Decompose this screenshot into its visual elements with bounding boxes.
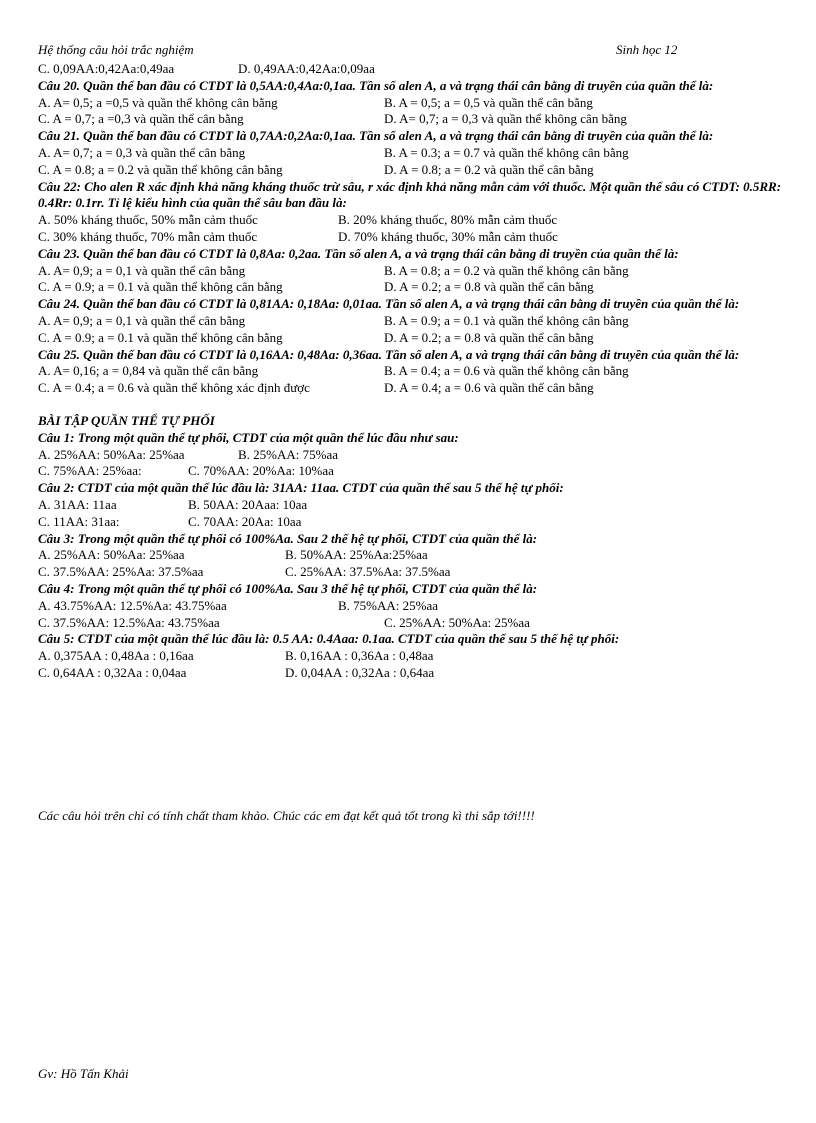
s5-option-c: C. 0,64AA : 0,32Aa : 0,04aa [38, 664, 187, 680]
q22-option-b: B. 20% kháng thuốc, 80% mẫn cảm thuốc [338, 212, 558, 228]
s3-row-ab [38, 547, 783, 564]
s1-row-ab [38, 447, 783, 464]
q20-option-d: D. A= 0,7; a = 0,3 và quần thể không cân bằng [384, 111, 627, 127]
q25-option-b: B. A = 0.4; a = 0.6 và quần thể không cân bằng [384, 363, 629, 379]
option-d: D. 0,49AA:0,42Aa:0,09aa [238, 61, 375, 76]
q22-row-cd [38, 229, 783, 246]
prev-question-options [38, 61, 783, 78]
selfing-question-4: Câu 4: Trong một quần thể tự phối có 100%Aa. Sau 3 thế hệ tự phối, CTDT của quần thể là: [38, 580, 538, 596]
q21-row-cd [38, 162, 783, 179]
q21-option-b: B. A = 0.3; a = 0.7 và quần thể không cân bằng [384, 144, 629, 160]
s1-option-d: C. 70%AA: 20%Aa: 10%aa [188, 463, 334, 479]
question-22: Câu 22: Cho alen R xác định khả năng kháng thuốc trừ sâu, r xác định khả năng mẫn cảm với thuốc. Một quần thể sâu có CTDT: 0.5RR: 0.4Rr: 0.1rr. Tỉ lệ kiểu hình của quần thể sâu ban đầu là: [38, 178, 782, 211]
q25-option-a: A. A= 0,16; a = 0,84 và quần thể cân bằng [38, 363, 259, 379]
s4-option-b: B. 75%AA: 25%aa [338, 597, 439, 613]
header-left: Hệ thống câu hỏi trắc nghiệm [38, 42, 194, 57]
q21-option-a: A. A= 0,7; a = 0,3 và quần thể cân bằng [38, 144, 246, 160]
q22-option-d: D. 70% kháng thuốc, 30% mẫn cảm thuốc [338, 228, 558, 244]
closing-note: Các câu hỏi trên chỉ có tính chất tham khảo. Chúc các em đạt kết quả tốt trong kì thi sắp tới!!!! [38, 808, 535, 823]
q23-option-c: C. A = 0.9; a = 0.1 và quần thể không cân bằng [38, 279, 283, 295]
q21-row-ab [38, 145, 783, 162]
s5-option-b: B. 0,16AA : 0,36Aa : 0,48aa [285, 648, 434, 664]
s5-option-d: D. 0,04AA : 0,32Aa : 0,64aa [285, 664, 435, 680]
s1-option-c: C. 75%AA: 25%aa: [38, 463, 142, 479]
q23-row-ab [38, 263, 783, 280]
document-body [38, 61, 783, 682]
s5-option-a: A. 0,375AA : 0,48Aa : 0,16aa [38, 648, 194, 664]
s4-option-d: C. 25%AA: 50%Aa: 25%aa [384, 614, 530, 630]
s2-row-ab [38, 497, 783, 514]
q22-option-c: C. 30% kháng thuốc, 70% mẫn cảm thuốc [38, 228, 258, 244]
q21-option-c: C. A = 0.8; a = 0.2 và quần thể không cân bằng [38, 161, 283, 177]
s2-option-a: A. 31AA: 11aa [38, 496, 117, 512]
q20-option-a: A. A= 0,5; a =0,5 và quần thể không cân bằng [38, 94, 278, 110]
q23-option-a: A. A= 0,9; a = 0,1 và quần thể cân bằng [38, 262, 246, 278]
q24-option-b: B. A = 0.9; a = 0.1 và quần thể không cân bằng [384, 312, 629, 328]
q20-row-cd [38, 111, 783, 128]
q20-row-ab [38, 95, 783, 112]
s2-row-cd [38, 514, 783, 531]
q24-option-d: D. A = 0.2; a = 0.8 và quần thể cân bằng [384, 329, 594, 345]
s4-option-c: C. 37.5%AA: 12.5%Aa: 43.75%aa [38, 614, 220, 630]
s2-option-c: C. 11AA: 31aa: [38, 513, 120, 529]
page-header [38, 42, 696, 58]
s4-row-ab [38, 598, 783, 615]
s3-option-d: C. 25%AA: 37.5%Aa: 37.5%aa [285, 564, 451, 580]
header-right: Sinh học 12 [616, 42, 678, 57]
question-25: Câu 25. Quần thể ban đầu có CTDT là 0,16AA: 0,48Aa: 0,36aa. Tần số alen A, a và trạng thái cân bằng di truyền của quần thể là: [38, 346, 740, 362]
s1-row-cd [38, 463, 783, 480]
question-24: Câu 24. Quần thể ban đầu có CTDT là 0,81AA: 0,18Aa: 0,01aa. Tần số alen A, a và trạng thái cân bằng di truyền của quần thể là: [38, 296, 740, 312]
s1-option-a: A. 25%AA: 50%Aa: 25%aa [38, 446, 185, 462]
s4-row-cd [38, 615, 783, 632]
s5-row-cd [38, 665, 783, 682]
selfing-question-2: Câu 2: CTDT của một quần thể lúc đầu là: 31AA: 11aa. CTDT của quần thể sau 5 thế hệ tự phối: [38, 480, 564, 496]
q24-option-a: A. A= 0,9; a = 0,1 và quần thể cân bằng [38, 312, 246, 328]
selfing-question-3: Câu 3: Trong một quần thể tự phối có 100%Aa. Sau 2 thế hệ tự phối, CTDT của quần thể là: [38, 530, 538, 546]
section-title: BÀI TẬP QUẦN THỂ TỰ PHỐI [38, 412, 215, 428]
question-21: Câu 21. Quần thể ban đầu có CTDT là 0,7AA:0,2Aa:0,1aa. Tần số alen A, a và trạng thái cân bằng di truyền của quần thể là: [38, 128, 714, 144]
q21-option-d: D. A = 0.8; a = 0.2 và quần thể cân bằng [384, 161, 594, 177]
s2-option-b: B. 50AA: 20Aaa: 10aa [188, 496, 308, 512]
option-c: C. 0,09AA:0,42Aa:0,49aa [38, 61, 175, 76]
s3-option-a: A. 25%AA: 50%Aa: 25%aa [38, 547, 185, 563]
s3-row-cd [38, 564, 783, 581]
q24-row-cd [38, 330, 783, 347]
q23-row-cd [38, 279, 783, 296]
q22-option-a: A. 50% kháng thuốc, 50% mẫn cảm thuốc [38, 212, 258, 228]
selfing-question-1: Câu 1: Trong một quần thể tự phối, CTDT của một quần thể lúc đầu như sau: [38, 429, 459, 445]
page-footer: Gv: Hồ Tấn Khải [38, 1066, 129, 1081]
q23-option-b: B. A = 0.8; a = 0.2 và quần thể không cân bằng [384, 262, 629, 278]
q24-row-ab [38, 313, 783, 330]
s3-option-c: C. 37.5%AA: 25%Aa: 37.5%aa [38, 564, 204, 580]
question-23: Câu 23. Quần thể ban đầu có CTDT là 0,8Aa: 0,2aa. Tần số alen A, a và trạng thái cân bằng di truyền của quần thể là: [38, 245, 679, 261]
q23-option-d: D. A = 0.2; a = 0.8 và quần thể cân bằng [384, 279, 594, 295]
question-20: Câu 20. Quần thể ban đầu có CTDT là 0,5AA:0,4Aa:0,1aa. Tần số alen A, a và trạng thái cân bằng di truyền của quần thể là: [38, 77, 714, 93]
q25-option-c: C. A = 0.4; a = 0.6 và quần thể không xác định được [38, 380, 310, 396]
q20-option-b: B. A = 0,5; a = 0,5 và quần thể cân bằng [384, 94, 593, 110]
s5-row-ab [38, 648, 783, 665]
q25-row-cd [38, 380, 783, 397]
s2-option-d: C. 70AA: 20Aa: 10aa [188, 513, 302, 529]
q20-option-c: C. A = 0,7; a =0,3 và quần thể cân bằng [38, 111, 244, 127]
s4-option-a: A. 43.75%AA: 12.5%Aa: 43.75%aa [38, 597, 227, 613]
q24-option-c: C. A = 0.9; a = 0.1 và quần thể không cân bằng [38, 329, 283, 345]
q22-row-ab [38, 212, 783, 229]
q25-row-ab [38, 363, 783, 380]
s1-option-b: B. 25%AA: 75%aa [238, 446, 339, 462]
s3-option-b: B. 50%AA: 25%Aa:25%aa [285, 547, 428, 563]
selfing-question-5: Câu 5: CTDT của một quần thể lúc đầu là: 0.5 AA: 0.4Aaa: 0.1aa. CTDT của quần thể sau 5 thế hệ tự phối: [38, 631, 620, 647]
q25-option-d: D. A = 0.4; a = 0.6 và quần thể cân bằng [384, 380, 594, 396]
